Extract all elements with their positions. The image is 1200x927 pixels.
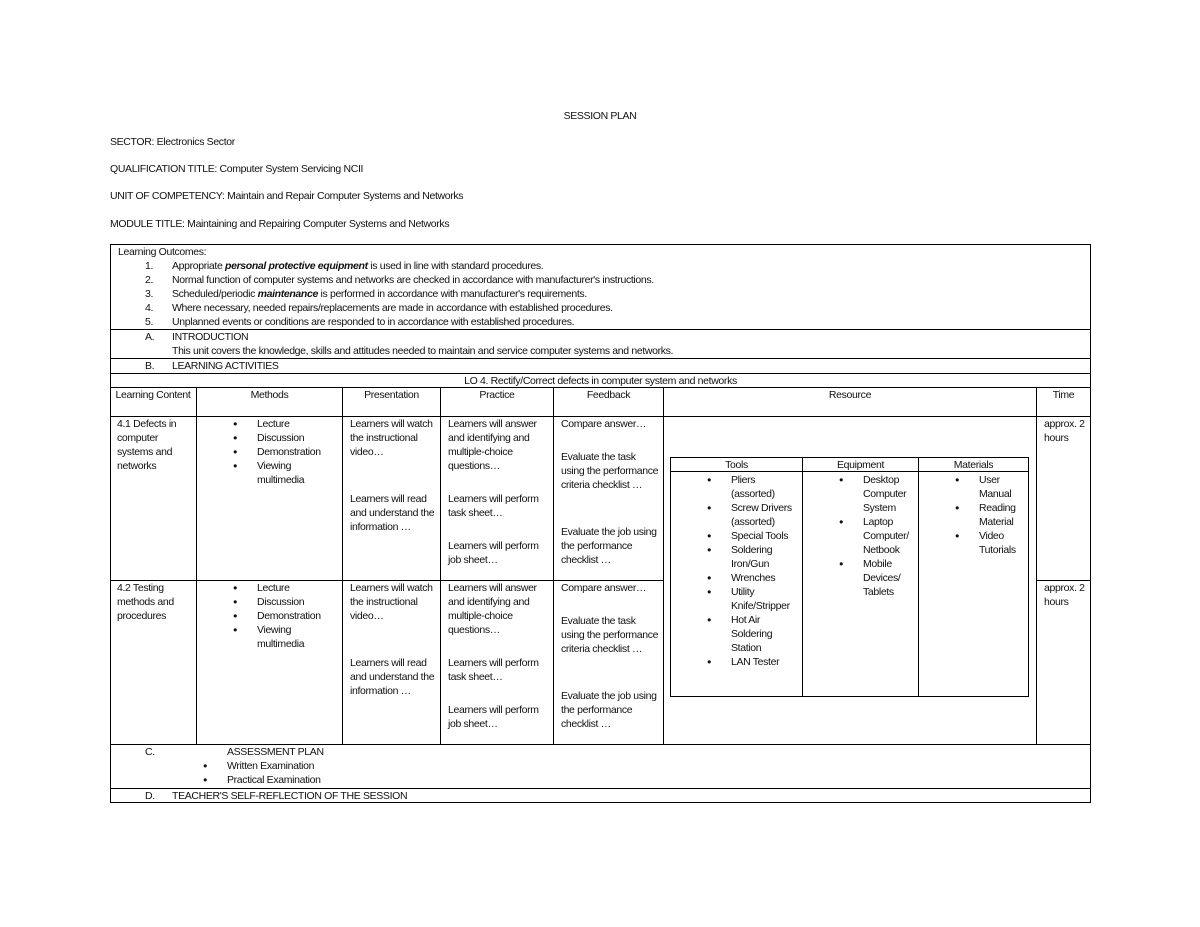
col-header-practice: Practice xyxy=(479,389,515,401)
row2-practice-b: Learners will perform task sheet… xyxy=(448,657,539,683)
lo-title: LO 4. Rectify/Correct defects in computer system and networks xyxy=(464,375,737,387)
list-item: • Screw Drivers (assorted) xyxy=(704,501,794,529)
list-item: • Desktop Computer System xyxy=(836,473,916,515)
learning-activities-heading: B. LEARNING ACTIVITIES xyxy=(145,360,279,372)
resource-tools-list xyxy=(704,473,794,669)
col-header-content: Learning Content xyxy=(115,389,191,401)
list-item: • Laptop Computer/ Netbook xyxy=(836,515,916,557)
row1-feedback-c: Evaluate the job using the performance checklist … xyxy=(561,526,657,566)
row1-practice-a: Learners will answer and identifying and multiple-choice questions… xyxy=(448,418,537,472)
row1-feedback-a: Compare answer… xyxy=(561,418,647,430)
list-item: • Practical Examination xyxy=(200,773,400,787)
outcome-item: 3. Scheduled/periodic maintenance is performed in accordance with manufacturer's requirements. xyxy=(145,288,587,300)
list-item: • Discussion xyxy=(230,595,335,609)
list-item: • Discussion xyxy=(230,431,335,445)
outcome-item: 2. Normal function of computer systems and networks are checked in accordance with manufacturer's instructions. xyxy=(145,274,654,286)
row2-feedback-c: Evaluate the job using the performance checklist … xyxy=(561,690,657,730)
col-header-methods: Methods xyxy=(250,389,289,401)
assessment-letter: C. xyxy=(145,746,155,758)
list-item: • Mobile Devices/ Tablets xyxy=(836,557,916,599)
sector-line: SECTOR: Electronics Sector xyxy=(110,136,235,148)
outcome-item: 1. Appropriate personal protective equipment is used in line with standard procedures. xyxy=(145,260,544,272)
introduction-text: This unit covers the knowledge, skills and attitudes needed to maintain and service computer systems and networks. xyxy=(172,345,674,357)
self-reflection-heading: D. TEACHER'S SELF-REFLECTION OF THE SESSION xyxy=(145,790,408,802)
row2-time: approx. 2 hours xyxy=(1044,582,1085,608)
row2-feedback-b: Evaluate the task using the performance criteria checklist … xyxy=(561,615,659,655)
list-item: • Lecture xyxy=(230,581,335,595)
resource-equipment-list xyxy=(836,473,916,599)
list-item: • Demonstration xyxy=(230,445,335,459)
introduction-heading: A. INTRODUCTION xyxy=(145,331,249,343)
row2-practice-a: Learners will answer and identifying and multiple-choice questions… xyxy=(448,582,537,636)
row1-time: approx. 2 hours xyxy=(1044,418,1085,444)
row2-practice-c: Learners will perform job sheet… xyxy=(448,704,539,730)
list-item: • Viewing multimedia xyxy=(230,623,335,651)
outcome-item: 5. Unplanned events or conditions are responded to in accordance with established procedures. xyxy=(145,316,575,328)
list-item: • Soldering Iron/Gun xyxy=(704,543,794,571)
qualification-line: QUALIFICATION TITLE: Computer System Servicing NCII xyxy=(110,163,364,175)
assessment-heading: ASSESSMENT PLAN xyxy=(227,746,324,758)
row2-presentation-a: Learners will watch the instructional video… xyxy=(350,582,433,622)
resource-tools-header: Tools xyxy=(725,459,748,471)
module-line: MODULE TITLE: Maintaining and Repairing Computer Systems and Networks xyxy=(110,218,450,230)
list-item: • Video Tutorials xyxy=(952,529,1027,557)
list-item: • Hot Air Soldering Station xyxy=(704,613,794,655)
assessment-list xyxy=(200,759,400,787)
list-item: • Reading Material xyxy=(952,501,1027,529)
resource-materials-list xyxy=(952,473,1027,557)
list-item: • Viewing multimedia xyxy=(230,459,335,487)
list-item: • Written Examination xyxy=(200,759,400,773)
resource-materials-header: Materials xyxy=(953,459,994,471)
row2-methods xyxy=(230,581,335,651)
row1-presentation-b: Learners will read and understand the information … xyxy=(350,493,435,533)
row1-presentation-a: Learners will watch the instructional video… xyxy=(350,418,433,458)
unit-line: UNIT OF COMPETENCY: Maintain and Repair Computer Systems and Networks xyxy=(110,190,464,202)
row1-practice-b: Learners will perform task sheet… xyxy=(448,493,539,519)
col-header-presentation: Presentation xyxy=(364,389,419,401)
outcomes-heading: Learning Outcomes: xyxy=(118,246,207,258)
row2-feedback-a: Compare answer… xyxy=(561,582,647,594)
row2-presentation-b: Learners will read and understand the information … xyxy=(350,657,435,697)
list-item: • LAN Tester xyxy=(704,655,794,669)
list-item: • Demonstration xyxy=(230,609,335,623)
row1-practice-c: Learners will perform job sheet… xyxy=(448,540,539,566)
list-item: • Special Tools xyxy=(704,529,794,543)
resource-equipment-header: Equipment xyxy=(836,459,885,471)
outcome-item: 4. Where necessary, needed repairs/replacements are made in accordance with established procedures. xyxy=(145,302,613,314)
col-header-resource: Resource xyxy=(828,389,872,401)
col-header-time: Time xyxy=(1052,389,1075,401)
list-item: • Pliers (assorted) xyxy=(704,473,794,501)
row1-feedback-b: Evaluate the task using the performance criteria checklist … xyxy=(561,451,659,491)
page-title: SESSION PLAN xyxy=(563,110,637,122)
row1-methods xyxy=(230,417,335,487)
list-item: • Utility Knife/Stripper xyxy=(704,585,794,613)
list-item: • User Manual xyxy=(952,473,1027,501)
row1-content: 4.1 Defects in computer systems and networks xyxy=(117,418,177,472)
col-header-feedback: Feedback xyxy=(586,389,631,401)
list-item: • Wrenches xyxy=(704,571,794,585)
list-item: • Lecture xyxy=(230,417,335,431)
row2-content: 4.2 Testing methods and procedures xyxy=(117,582,174,622)
